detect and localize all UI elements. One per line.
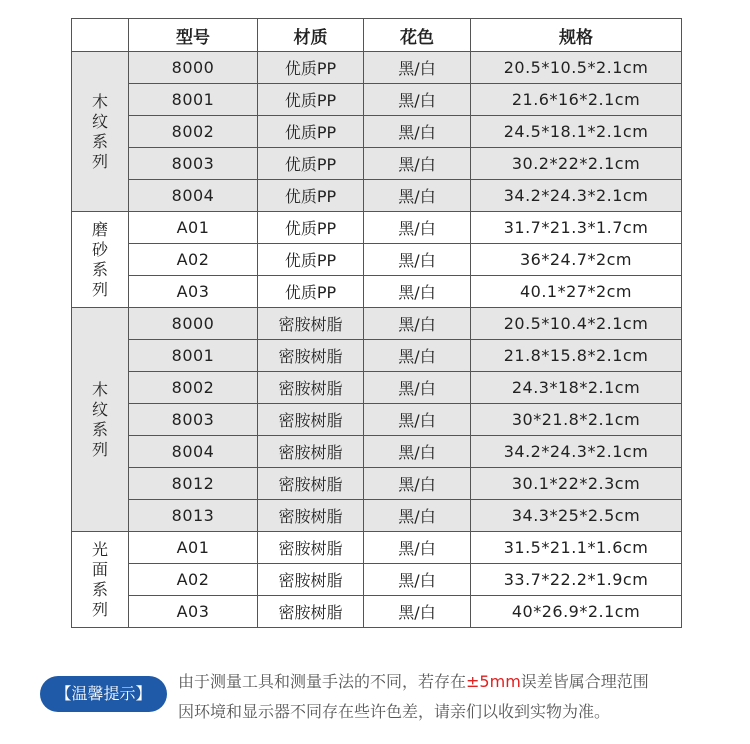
- tip-line-2: 因环境和显示器不同存在些许色差，请亲们以收到实物为准。: [178, 702, 611, 721]
- table-row: [72, 340, 682, 372]
- header-color: 花色: [364, 19, 471, 52]
- material-cell: 密胺树脂: [258, 532, 364, 564]
- size-cell: 30.1*22*2.3cm: [471, 468, 682, 500]
- size-cell: 21.6*16*2.1cm: [471, 84, 682, 116]
- size-cell: 30*21.8*2.1cm: [471, 404, 682, 436]
- model-cell: 8012: [129, 468, 258, 500]
- table-row: [72, 308, 682, 340]
- table-row: [72, 436, 682, 468]
- series-label: 木 纹 系 列: [72, 52, 129, 212]
- material-cell: 密胺树脂: [258, 564, 364, 596]
- table-body: [72, 52, 682, 628]
- material-cell: 优质PP: [258, 212, 364, 244]
- model-cell: A01: [129, 532, 258, 564]
- model-cell: A01: [129, 212, 258, 244]
- material-cell: 密胺树脂: [258, 308, 364, 340]
- color-cell: 黑/白: [364, 340, 471, 372]
- table-row: [72, 468, 682, 500]
- material-cell: 密胺树脂: [258, 436, 364, 468]
- color-cell: 黑/白: [364, 244, 471, 276]
- color-cell: 黑/白: [364, 596, 471, 628]
- table-row: [72, 372, 682, 404]
- table-row: [72, 116, 682, 148]
- model-cell: A03: [129, 596, 258, 628]
- size-cell: 34.2*24.3*2.1cm: [471, 180, 682, 212]
- size-cell: 40.1*27*2cm: [471, 276, 682, 308]
- series-label: 木 纹 系 列: [72, 308, 129, 532]
- model-cell: 8003: [129, 404, 258, 436]
- material-cell: 密胺树脂: [258, 500, 364, 532]
- tip-tolerance: ±5mm: [466, 672, 521, 691]
- table-row: [72, 52, 682, 84]
- model-cell: 8002: [129, 372, 258, 404]
- color-cell: 黑/白: [364, 52, 471, 84]
- model-cell: 8000: [129, 308, 258, 340]
- color-cell: 黑/白: [364, 116, 471, 148]
- model-cell: A03: [129, 276, 258, 308]
- header-size: 规格: [471, 19, 682, 52]
- material-cell: 密胺树脂: [258, 404, 364, 436]
- spec-table: [71, 18, 682, 628]
- color-cell: 黑/白: [364, 404, 471, 436]
- table-row: [72, 84, 682, 116]
- model-cell: A02: [129, 564, 258, 596]
- tip-badge: 【温馨提示】: [40, 676, 167, 712]
- color-cell: 黑/白: [364, 308, 471, 340]
- tip-line-1-after: 误差皆属合理范围: [520, 672, 649, 691]
- color-cell: 黑/白: [364, 468, 471, 500]
- size-cell: 36*24.7*2cm: [471, 244, 682, 276]
- material-cell: 密胺树脂: [258, 596, 364, 628]
- size-cell: 34.3*25*2.5cm: [471, 500, 682, 532]
- model-cell: 8004: [129, 436, 258, 468]
- table-row: [72, 180, 682, 212]
- material-cell: 优质PP: [258, 84, 364, 116]
- color-cell: 黑/白: [364, 276, 471, 308]
- color-cell: 黑/白: [364, 500, 471, 532]
- header-row: [72, 19, 682, 52]
- table-row: [72, 148, 682, 180]
- color-cell: 黑/白: [364, 372, 471, 404]
- table-row: [72, 244, 682, 276]
- material-cell: 密胺树脂: [258, 372, 364, 404]
- size-cell: 31.7*21.3*1.7cm: [471, 212, 682, 244]
- size-cell: 33.7*22.2*1.9cm: [471, 564, 682, 596]
- color-cell: 黑/白: [364, 212, 471, 244]
- model-cell: 8013: [129, 500, 258, 532]
- series-label: 光 面 系 列: [72, 532, 129, 628]
- size-cell: 24.3*18*2.1cm: [471, 372, 682, 404]
- header-model: 型号: [129, 19, 258, 52]
- color-cell: 黑/白: [364, 564, 471, 596]
- tip-line-1-before: 由于测量工具和测量手法的不同，若存在: [178, 672, 467, 691]
- material-cell: 优质PP: [258, 52, 364, 84]
- table-row: [72, 276, 682, 308]
- material-cell: 优质PP: [258, 276, 364, 308]
- material-cell: 优质PP: [258, 180, 364, 212]
- color-cell: 黑/白: [364, 532, 471, 564]
- table-row: [72, 564, 682, 596]
- tip-text: [178, 667, 718, 727]
- model-cell: 8001: [129, 84, 258, 116]
- tip-line-1: [178, 667, 718, 697]
- model-cell: 8003: [129, 148, 258, 180]
- size-cell: 21.8*15.8*2.1cm: [471, 340, 682, 372]
- model-cell: 8000: [129, 52, 258, 84]
- material-cell: 密胺树脂: [258, 468, 364, 500]
- table-row: [72, 404, 682, 436]
- series-label: 磨 砂 系 列: [72, 212, 129, 308]
- size-cell: 34.2*24.3*2.1cm: [471, 436, 682, 468]
- model-cell: 8004: [129, 180, 258, 212]
- size-cell: 20.5*10.5*2.1cm: [471, 52, 682, 84]
- color-cell: 黑/白: [364, 180, 471, 212]
- color-cell: 黑/白: [364, 436, 471, 468]
- size-cell: 20.5*10.4*2.1cm: [471, 308, 682, 340]
- table-row: [72, 500, 682, 532]
- model-cell: 8001: [129, 340, 258, 372]
- size-cell: 30.2*22*2.1cm: [471, 148, 682, 180]
- material-cell: 密胺树脂: [258, 340, 364, 372]
- size-cell: 24.5*18.1*2.1cm: [471, 116, 682, 148]
- material-cell: 优质PP: [258, 116, 364, 148]
- tip-box: [40, 667, 710, 727]
- color-cell: 黑/白: [364, 84, 471, 116]
- table-row: [72, 212, 682, 244]
- material-cell: 优质PP: [258, 148, 364, 180]
- header-material: 材质: [258, 19, 364, 52]
- size-cell: 31.5*21.1*1.6cm: [471, 532, 682, 564]
- material-cell: 优质PP: [258, 244, 364, 276]
- model-cell: A02: [129, 244, 258, 276]
- size-cell: 40*26.9*2.1cm: [471, 596, 682, 628]
- header-series: [72, 19, 129, 52]
- table-row: [72, 596, 682, 628]
- color-cell: 黑/白: [364, 148, 471, 180]
- model-cell: 8002: [129, 116, 258, 148]
- table-row: [72, 532, 682, 564]
